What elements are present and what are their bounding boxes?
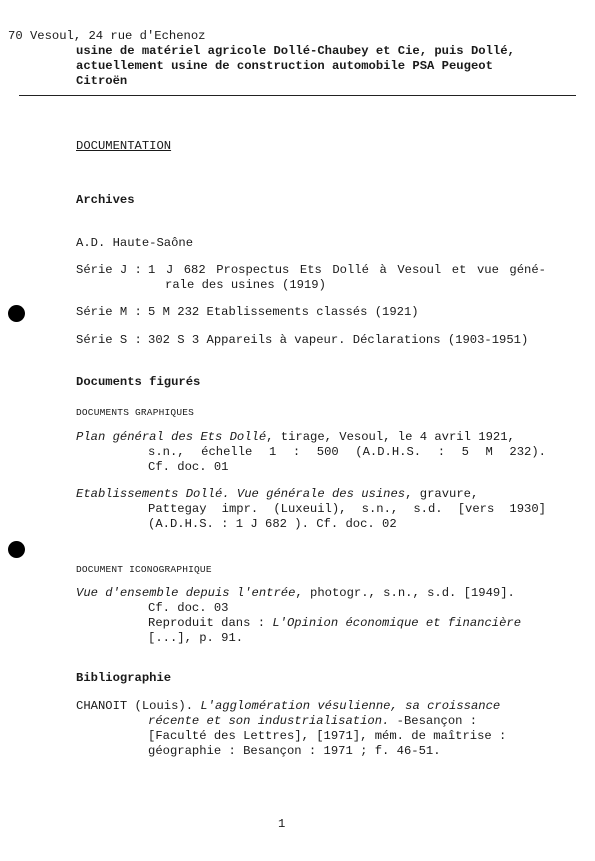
serie-j-line-2: rale des usines (1919) bbox=[165, 278, 326, 292]
vue-line-4: [...], p. 91. bbox=[148, 631, 244, 645]
serie-s-label: Série S : bbox=[76, 333, 142, 347]
plan-title: Plan général des Ets Dollé bbox=[76, 430, 267, 444]
biblio-line-1 bbox=[76, 699, 500, 715]
header-title-line-2: actuellement usine de construction automobile PSA Peugeot bbox=[76, 59, 493, 73]
etablissements-line-3: (A.D.H.S. : 1 J 682 ). Cf. doc. 02 bbox=[148, 517, 397, 531]
page-number: 1 bbox=[278, 817, 286, 831]
header-title-line-1: usine de matériel agricole Dollé-Chaubey et Cie, puis Dollé, bbox=[76, 44, 515, 58]
biblio-line-4: géographie : Besançon : 1971 ; f. 46-51. bbox=[148, 744, 441, 758]
bibliographie-heading: Bibliographie bbox=[76, 671, 172, 685]
serie-m-text: 5 M 232 Etablissements classés (1921) bbox=[148, 305, 419, 319]
archives-source: A.D. Haute-Saône bbox=[76, 236, 194, 250]
vue-line-3-prefix: Reproduit dans : bbox=[148, 616, 273, 630]
vue-reproduction-title: L'Opinion économique et financière bbox=[272, 616, 522, 630]
etablissements-line-1 bbox=[76, 487, 478, 503]
biblio-line-3: [Faculté des Lettres], [1971], mém. de maîtrise : bbox=[148, 729, 507, 743]
serie-s-text: 302 S 3 Appareils à vapeur. Déclarations (1903-1951) bbox=[148, 333, 529, 347]
biblio-author: CHANOIT (Louis). bbox=[76, 699, 201, 713]
header-location: 70 Vesoul, 24 rue d'Echenoz bbox=[8, 29, 206, 43]
plan-line-1-rest: , tirage, Vesoul, le 4 avril 1921, bbox=[266, 430, 515, 444]
etablissements-line-1-rest: , gravure, bbox=[405, 487, 479, 501]
header-rule bbox=[19, 95, 576, 96]
biblio-line-2-rest: -Besançon : bbox=[389, 714, 478, 728]
vue-line-1-rest: , photogr., s.n., s.d. [1949]. bbox=[295, 586, 515, 600]
serie-j-label: Série J : bbox=[76, 263, 142, 277]
punch-hole-bottom bbox=[8, 541, 25, 558]
plan-line-1 bbox=[76, 430, 546, 446]
header-title-line-3: Citroën bbox=[76, 74, 128, 88]
serie-j-line-1: 1 J 682 Prospectus Ets Dollé à Vesoul et vue géné- bbox=[148, 263, 546, 277]
plan-line-3: Cf. doc. 01 bbox=[148, 460, 229, 474]
documents-figures-heading: Documents figurés bbox=[76, 375, 201, 389]
biblio-title-1: L'agglomération vésulienne, sa croissance bbox=[200, 699, 501, 713]
vue-line-1 bbox=[76, 586, 515, 602]
archives-heading: Archives bbox=[76, 193, 135, 207]
punch-hole-top bbox=[8, 305, 25, 322]
vue-title: Vue d'ensemble depuis l'entrée bbox=[76, 586, 296, 600]
etablissements-title: Etablissements Dollé. Vue générale des usines bbox=[76, 487, 406, 501]
document-iconographique-label: DOCUMENT ICONOGRAPHIQUE bbox=[76, 564, 212, 575]
biblio-line-2 bbox=[148, 714, 477, 730]
biblio-title-2: récente et son industrialisation. bbox=[148, 714, 390, 728]
plan-line-2: s.n., échelle 1 : 500 (A.D.H.S. : 5 M 232). bbox=[148, 445, 546, 459]
vue-line-3 bbox=[148, 616, 521, 632]
vue-line-2: Cf. doc. 03 bbox=[148, 601, 229, 615]
documents-graphiques-label: DOCUMENTS GRAPHIQUES bbox=[76, 407, 195, 418]
documentation-heading: DOCUMENTATION bbox=[76, 139, 172, 153]
etablissements-line-2: Pattegay impr. (Luxeuil), s.n., s.d. [vers 1930] bbox=[148, 502, 546, 516]
serie-m-label: Série M : bbox=[76, 305, 142, 319]
